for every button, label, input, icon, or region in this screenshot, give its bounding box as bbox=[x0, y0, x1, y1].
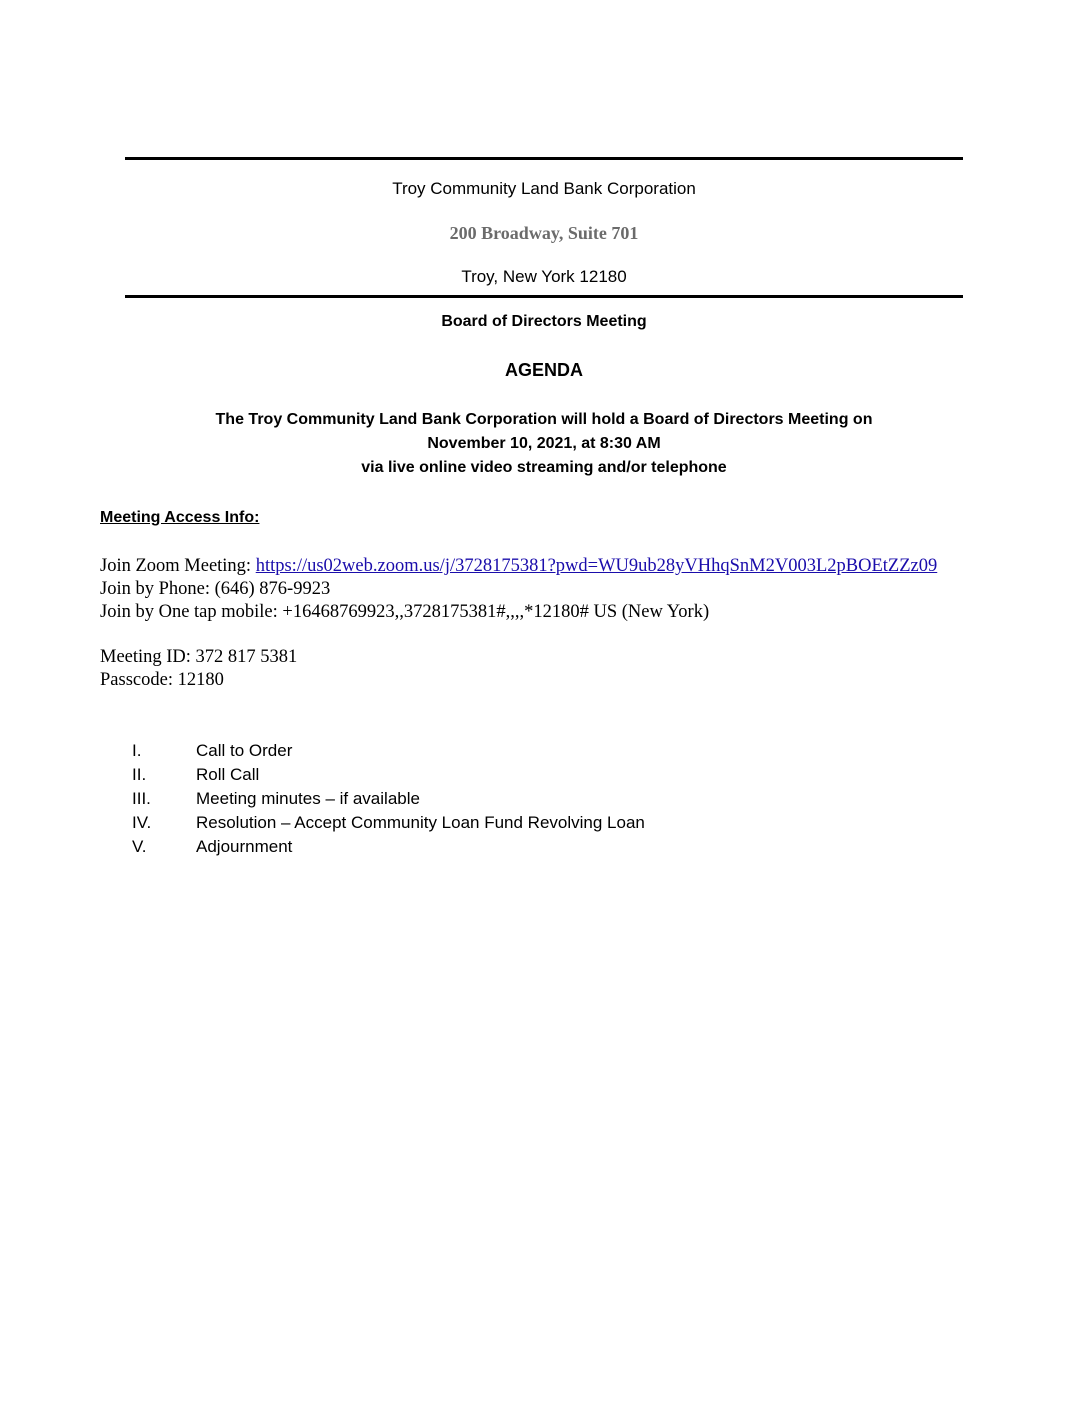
agenda-item-number: V. bbox=[132, 837, 147, 856]
zoom-meeting-label: Join Zoom Meeting: bbox=[100, 556, 256, 576]
bottom-divider bbox=[125, 295, 963, 298]
agenda-heading: AGENDA bbox=[504, 360, 583, 380]
passcode-line: Passcode: 12180 bbox=[100, 670, 224, 690]
agenda-item-number: II. bbox=[132, 765, 147, 784]
agenda-item-text: Meeting minutes – if available bbox=[196, 789, 420, 808]
agenda-item-text: Resolution – Accept Community Loan Fund Revolving Loan bbox=[196, 813, 645, 832]
agenda-item bbox=[0, 813, 1088, 837]
phone-line: Join by Phone: (646) 876-9923 bbox=[100, 579, 331, 599]
agenda-list bbox=[0, 741, 1088, 861]
agenda-item bbox=[0, 765, 1088, 789]
organization-name: Troy Community Land Bank Corporation bbox=[392, 179, 696, 198]
one-tap-mobile-line: Join by One tap mobile: +16468769923,,3728175381#,,,,*12180# US (New York) bbox=[100, 602, 710, 622]
agenda-item-number: IV. bbox=[132, 813, 152, 832]
meeting-id-line: Meeting ID: 372 817 5381 bbox=[100, 647, 298, 667]
agenda-item bbox=[0, 837, 1088, 861]
top-divider bbox=[125, 157, 963, 160]
meeting-notice-line-1: The Troy Community Land Bank Corporation will hold a Board of Directors Meeting on bbox=[215, 411, 873, 428]
meeting-notice-line-3: via live online video streaming and/or telephone bbox=[361, 459, 727, 476]
agenda-item-number: III. bbox=[132, 789, 151, 808]
agenda-item-text: Call to Order bbox=[196, 741, 293, 760]
agenda-item bbox=[0, 741, 1088, 765]
address-line-2: Troy, New York 12180 bbox=[461, 267, 627, 286]
meeting-access-heading: Meeting Access Info: bbox=[100, 509, 260, 526]
meeting-notice-line-2: November 10, 2021, at 8:30 AM bbox=[427, 435, 661, 452]
agenda-item bbox=[0, 789, 1088, 813]
agenda-item-text: Roll Call bbox=[196, 765, 260, 784]
meeting-title: Board of Directors Meeting bbox=[441, 313, 647, 330]
zoom-meeting-link[interactable]: https://us02web.zoom.us/j/3728175381?pwd=WU9ub28yVHhqSnM2V003L2pBOEtZZz09 bbox=[255, 556, 938, 576]
address-line-1: 200 Broadway, Suite 701 bbox=[449, 223, 639, 243]
agenda-item-text: Adjournment bbox=[196, 837, 293, 856]
zoom-meeting-line bbox=[100, 556, 937, 577]
agenda-item-number: I. bbox=[132, 741, 142, 760]
